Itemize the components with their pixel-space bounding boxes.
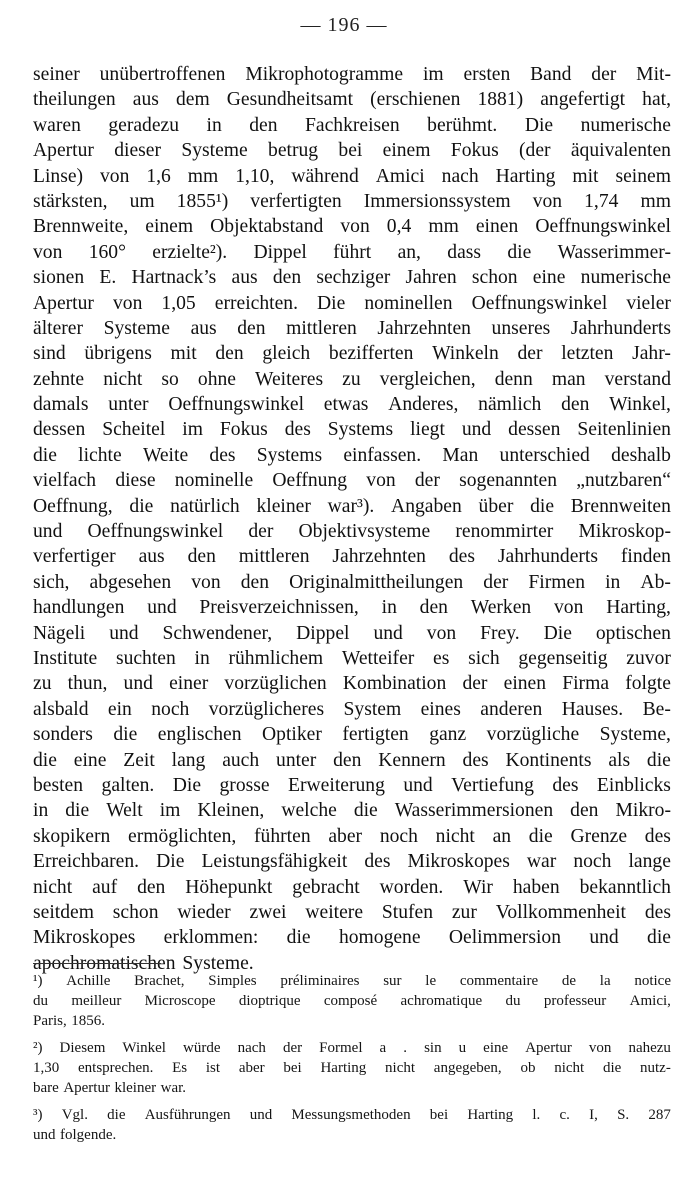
footnote-3 <box>33 1105 671 1145</box>
body-line: damals unter Oeffnungswinkel etwas Anderes, nämlich den Winkel, <box>33 394 671 416</box>
footnote-line: Paris, 1856. <box>33 1013 105 1029</box>
body-line: seiner unübertroffenen Mikrophotogramme im ersten Band der Mit- <box>33 64 671 85</box>
body-line: skopikern ermöglichten, führten aber noch nicht an die Grenze des <box>33 825 671 847</box>
body-line: in die Welt im Kleinen, welche die Wasserimmersionen den Mikro- <box>33 800 671 822</box>
body-line: sonders die englischen Optiker fertigten ganz vorzügliche Systeme, <box>33 724 671 746</box>
body-line: vielfach diese nominelle Oeffnung von der sogenannten „nutzbaren“ <box>33 470 671 492</box>
footnote-line: ²) Diesem Winkel würde nach der Formel a . sin u eine Apertur von nahezu <box>33 1040 671 1056</box>
body-line: nicht auf den Höhepunkt gebracht worden. Wir haben bekanntlich <box>33 876 671 898</box>
body-line: seitdem schon wieder zwei weitere Stufen zur Vollkommenheit des <box>33 901 671 923</box>
body-line: und Oeffnungswinkel der Objektivsysteme renommirter Mikroskop- <box>33 521 671 543</box>
footnote-line: und folgende. <box>33 1127 117 1143</box>
footnote-2 <box>33 1038 671 1098</box>
body-line: die eine Zeit lang auch unter den Kennern des Kontinents als die <box>33 749 671 771</box>
body-line: die lichte Weite des Systems einfassen. Man unterschied deshalb <box>33 444 671 466</box>
body-text <box>33 62 671 976</box>
body-line: handlungen und Preisverzeichnissen, in den Werken von Harting, <box>33 597 671 619</box>
page-number: — 196 — <box>300 14 388 36</box>
body-line: von 160° erzielte²). Dippel führt an, dass die Wasserimmer- <box>33 241 671 263</box>
body-line: Apertur von 1,05 erreichten. Die nominellen Oeffnungswinkel vieler <box>33 292 671 314</box>
body-line: besten galten. Die grosse Erweiterung und Vertiefung des Einblicks <box>33 774 671 796</box>
body-line: verfertiger aus den mittleren Jahrzehnten des Jahrhunderts finden <box>33 546 671 568</box>
body-line: Apertur dieser Systeme betrug bei einem Fokus (der äquivalenten <box>33 140 671 162</box>
body-line: sionen E. Hartnack’s aus den sechziger Jahren schon eine numerische <box>33 267 671 289</box>
body-line: waren geradezu in den Fachkreisen berühmt. Die numerische <box>33 114 671 136</box>
body-line: Linse) von 1,6 mm 1,10, während Amici nach Harting mit seinem <box>33 165 671 187</box>
footnote-1 <box>33 971 671 1031</box>
body-line: theilungen aus dem Gesundheitsamt (erschienen 1881) angefertigt hat, <box>33 89 671 111</box>
footnote-line: bare Apertur kleiner war. <box>33 1080 187 1096</box>
body-line: älterer Systeme aus den mittleren Jahrzehnten unseres Jahrhunderts <box>33 317 671 339</box>
body-line: Erreichbaren. Die Leistungsfähigkeit des Mikroskopes war noch lange <box>33 851 671 873</box>
body-line: Institute suchten in rühmlichem Wetteifer es sich gegenseitig zuvor <box>33 647 671 669</box>
body-line: Brennweite, einem Objektabstand von 0,4 mm einen Oeffnungswinkel <box>33 216 671 238</box>
body-line: sind übrigens mit den gleich bezifferten Winkeln der letzten Jahr- <box>33 343 671 365</box>
body-line: dessen Scheitel im Fokus des Systems liegt und dessen Seitenlinien <box>33 419 671 441</box>
body-line: alsbald ein noch vorzüglicheres System eines anderen Hauses. Be- <box>33 698 671 720</box>
body-line: Mikroskopes erklommen: die homogene Oelimmersion und die <box>33 927 671 949</box>
body-line: zehnte nicht so ohne Weiteres zu vergleichen, denn man verstand <box>33 368 671 390</box>
footnote-line: ¹) Achille Brachet, Simples préliminaires sur le commentaire de la notice <box>33 973 671 989</box>
footnote-line: 1,30 entsprechen. Es ist aber bei Harting nicht angegeben, ob nicht die nutz- <box>33 1060 671 1076</box>
body-line: Oeffnung, die natürlich kleiner war³). Angaben über die Brennweiten <box>33 495 671 517</box>
body-line: Nägeli und Schwendener, Dippel und von Frey. Die optischen <box>33 622 671 644</box>
footnote-separator <box>33 963 161 964</box>
footnotes <box>33 971 671 1145</box>
body-line: sich, abgesehen von den Originalmittheilungen der Firmen in Ab- <box>33 571 671 593</box>
footnote-line: ³) Vgl. die Ausführungen und Messungsmethoden bei Harting l. c. I, S. 287 <box>33 1107 671 1123</box>
body-line: stärksten, um 1855¹) verfertigten Immersionssystem von 1,74 mm <box>33 190 671 212</box>
footnote-line: du meilleur Microscope dioptrique composé achromatique du professeur Amici, <box>33 993 671 1009</box>
body-line: apochromatischen Systeme. <box>33 952 254 974</box>
body-line: zu thun, und einer vorzüglichen Kombination der einen Firma folgte <box>33 673 671 695</box>
